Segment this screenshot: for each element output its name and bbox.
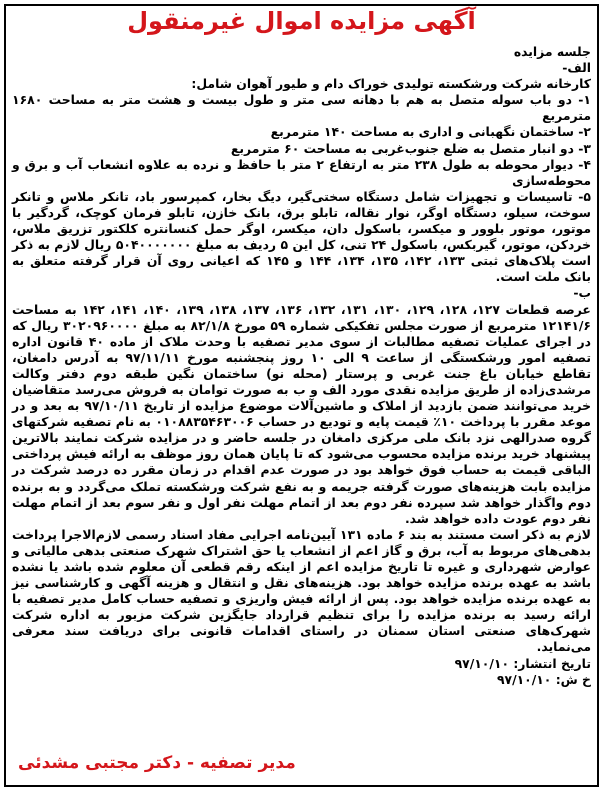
item-3: ۳- دو انبار متصل به ضلع جنوب‌غربی به مساحت ۶۰ مترمربع — [230, 140, 591, 156]
serial-date: خ ش: ۹۷/۱۰/۱۰ — [496, 671, 591, 687]
costs-paragraph: لازم به ذکر است مستند به بند ۶ ماده ۱۳۱ آیین‌نامه اجرایی مفاد اسناد رسمی لازم‌الاجرا پرداخت بدهی‌های مربوط به آب، برق و گاز اعم از انشعاب یا حق اشتراک شهرک صنعتی بدهی مالیاتی و عوارض شهرداری و غیره تا تاریخ مزایده اعم از اینکه رقم قطعی آن معلوم شده باشد یا نشده باشد به عهده برنده مزایده خواهد بود. هزینه‌های نقل و انتقال و هزینه آگهی و کارشناسی نیز به عهده برنده مزایده خواهد بود. پس از ارائه فیش واریزی و تصفیه حساب کامل مدیر تصفیه با ارائه رسید به برنده مزایده را برای تنظیم قرارداد جایگزین شرکت مزبور به اداره شرکت شهرک‌های صنعتی استان سمنان در راستای اقدامات قانونی برای دریافت سند معرفی می‌نماید. — [12, 526, 591, 655]
section-b-label: ب- — [573, 285, 591, 301]
publish-date: تاریخ انتشار: ۹۷/۱۰/۱۰ — [454, 655, 591, 671]
signature: مدیر تصفیه - دکتر مجتبی مشدئی — [18, 753, 296, 773]
item-2: ۲- ساختمان نگهبانی و اداری به مساحت ۱۴۰ مترمربع — [270, 124, 591, 140]
item-4: ۴- دیوار محوطه به طول ۲۳۸ متر به ارتفاع ۲ متر با حافظ و نرده به علاوه انشعاب آب و برق و محوطه‌سازی — [12, 156, 591, 188]
factory-intro: کارخانه شرکت ورشکسته تولیدی خوراک دام و طیور آهوان شامل: — [191, 76, 591, 92]
session-heading: جلسه مزایده — [513, 44, 591, 59]
item-1: ۱- دو باب سوله متصل به هم با دهانه سی متر و طول بیست و هشت متر به مساحت ۱۶۸۰ مترمربع — [12, 92, 591, 124]
notice-title: آگهی مزایده اموال غیرمنقول — [127, 7, 476, 35]
notice-body — [12, 44, 591, 688]
item-5: ۵- تاسیسات و تجهیزات شامل دستگاه سختی‌گیر، دیگ بخار، کمپرسور باد، تانکر ملاس و تانکر سوخت، سیلو، دستگاه اوگر، نوار نقاله، تابلو برق، بانک خازن، تابلو فرمان کوچک، گردگیر با موتور، موتور بلوور و میکسر، باسکول دان، میکسر، اوگر حمل کنسانتره کلکتور تزریق ملاس، خردکن، موتور، گیربکس، باسکول ۲۴ تنی، کل این ۵ ردیف به مبلغ ۵۰۴۰۰۰۰۰۰۰ ریال لازم به ذکر است پلاک‌های ثبتی ۱۳۳، ۱۴۲، ۱۳۵، ۱۳۴، ۱۴۴ و ۱۴۵ که اعیانی روی آن قرار گرفته متعلق به بانک ملت است. — [12, 188, 592, 285]
section-a-label: الف- — [562, 60, 591, 76]
section-b-text: عرصه قطعات ۱۲۷، ۱۲۸، ۱۲۹، ۱۳۰، ۱۳۱، ۱۳۲، ۱۳۶، ۱۳۷، ۱۳۸، ۱۳۹، ۱۴۰، ۱۴۱، ۱۴۲ به مساحت ۱۲۱۴۱/۶ مترمربع از صورت مجلس تفکیکی شماره ۵۹ مورخ ۸۲/۱/۸ به مبلغ ۳۰۲۰۹۶۰۰۰۰ ریال که در اجرای عملیات تصفیه مطالبات از سوی مدیر تصفیه با وحدت ملاک از ماده ۴۰ قانون اداره تصفیه امور ورشکستگی از ساعت ۹ الی ۱۰ روز پنجشنبه مورخ ۹۷/۱۱/۱۱ به آدرس دامغان، تقاطع خیابان باغ جنت غربی و پرستار (محله نو) ساختمان نگین طبقه دوم دفتر وکالت مرشدی‌زاده از طریق مزایده نقدی مورد الف و ب به صورت توامان به فروش می‌رسد متقاضیان خرید می‌توانند ضمن بازدید از املاک و ماشین‌آلات موضوع مزایده از تاریخ ۹۷/۱۰/۱۱ به بعد و در موعد مقرر با پرداخت ۱۰٪ قیمت پایه و تودیع در حساب ۰۱۰۸۸۳۵۴۶۳۰۰۶ به نام تصفیه شرکتهای گروه صدرالهی نزد بانک ملی مرکزی دامغان در جلسه حاضر و در مزایده شرکت نمایند بالاترین پیشنهاد خرید برنده مزایده محسوب می‌شود که تا پایان همان روز موظف به ارائه فیش پرداختی الباقی قیمت به حساب فوق خواهد بود در صورت عدم اقدام در زمان مقرر ده درصد شرکت در مزایده بابت هزینه‌های صورت گرفته جریمه و به نفع شرکت ورشکسته تملک می‌گردد و به برنده دوم واگذار خواهد شد سپرده نفر دوم بعد از اتمام مهلت نفر اول و نفر سوم بعد از اتمام مهلت نفر دوم عودت داده خواهد شد. — [12, 301, 592, 526]
